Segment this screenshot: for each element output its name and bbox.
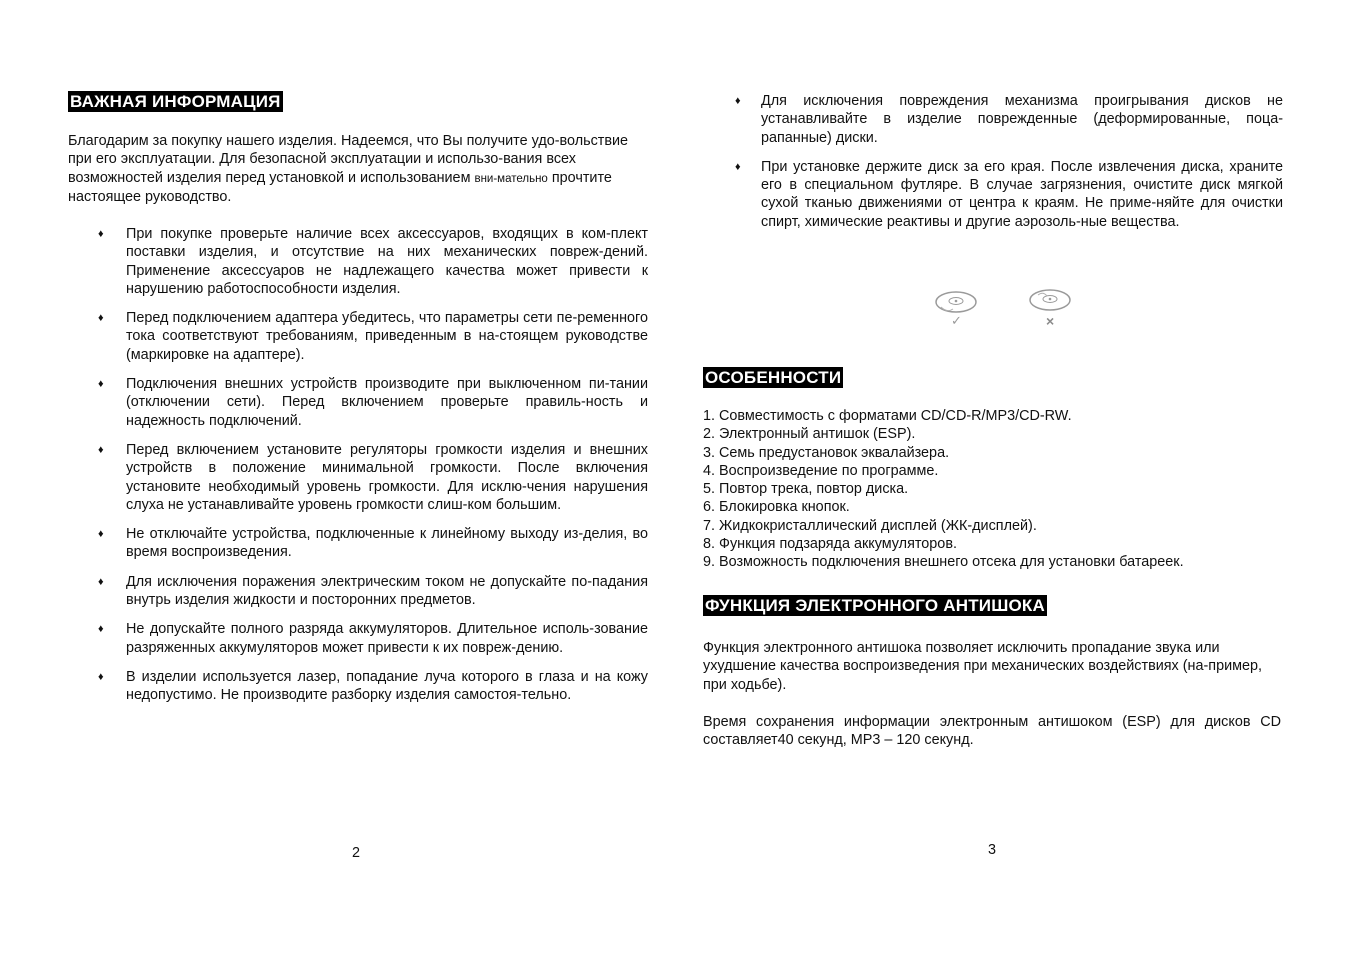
bullet-text: Не допускайте полного разряда аккумуляторов. Длительное исполь-зование разряженных аккумуляторов может привести к их повреж-дению. bbox=[126, 621, 648, 656]
feature-item: 8. Функция подзаряда аккумуляторов. bbox=[703, 536, 957, 553]
esp-paragraph-2: Время сохранения информации электронным антишоком (ESP) для дисков CD составляет40 секунд, MP3 – 120 секунд. bbox=[703, 714, 1281, 749]
diamond-bullet-icon: ♦ bbox=[98, 575, 104, 588]
diamond-bullet-icon: ♦ bbox=[98, 228, 104, 240]
diamond-bullet-icon: ♦ bbox=[98, 378, 104, 391]
features-heading: ОСОБЕННОСТИ bbox=[705, 368, 842, 387]
bullet-item bbox=[68, 309, 648, 364]
esp-paragraph-1: Функция электронного антишока позволяет исключить пропадание звука или ухудшение качества воспроизведения при механических воздействиях (на-пример, при ходьбе). bbox=[703, 640, 1263, 693]
important-info-heading: ВАЖНАЯ ИНФОРМАЦИЯ bbox=[70, 92, 281, 111]
disc-correct-icon bbox=[936, 292, 976, 312]
check-mark-icon: ✓ bbox=[951, 313, 962, 328]
bullet-text: При покупке проверьте наличие всех аксессуаров, входящих в ком-плект поставки изделия, и отсутствие на них механических повреж-дений. Применение аксессуаров не надлежащего качества может привести к нарушению работоспособности изделия. bbox=[126, 226, 648, 297]
bullet-item bbox=[68, 620, 648, 657]
bullet-text: Перед включением установите регуляторы громкости изделия и внешних устройств в положение минимальной громкости. После включения установите необходимый уровень громкости. Для исклю-чения нарушения слуха не устанавливайте уровень громкости слиш-ком большим. bbox=[126, 441, 648, 513]
intro-end-text: прочтите настоящее руководство. bbox=[68, 169, 612, 205]
bullet-text: Перед подключением адаптера убедитесь, что параметры сети пе-ременного тока соответствуют требованиям, приведенным в на-стоящем руководстве (маркировке на адаптере). bbox=[126, 310, 648, 363]
bullet-item bbox=[68, 525, 648, 562]
bullet-item bbox=[68, 225, 648, 298]
diamond-bullet-icon: ♦ bbox=[735, 160, 741, 173]
bullet-item bbox=[703, 92, 1283, 147]
diamond-bullet-icon: ♦ bbox=[735, 95, 741, 107]
feature-item: 6. Блокировка кнопок. bbox=[703, 499, 850, 516]
diamond-bullet-icon: ♦ bbox=[98, 312, 104, 325]
feature-item: 1. Совместимость с форматами CD/CD-R/MP3/CD-RW. bbox=[703, 408, 1072, 424]
bullet-text: В изделии используется лазер, попадание луча которого в глаза и на кожу недопустимо. Не производите разборку изделия самостоя-тельно. bbox=[126, 668, 648, 704]
cross-mark-icon: × bbox=[1046, 313, 1055, 329]
feature-item: 2. Электронный антишок (ESP). bbox=[703, 426, 916, 443]
features-list bbox=[703, 407, 1184, 572]
feature-item: 9. Возможность подключения внешнего отсека для установки батареек. bbox=[703, 554, 1184, 571]
bullet-text: Для исключения повреждения механизма проигрывания дисков не устанавливайте в изделие поврежденные (деформированные, поца-рапанные) диски. bbox=[761, 93, 1283, 146]
feature-item: 3. Семь предустановок эквалайзера. bbox=[703, 444, 950, 461]
bullet-item bbox=[68, 441, 648, 514]
intro-text: Благодарим за покупку нашего изделия. Надеемся, что Вы получите удо-вольствие при его эксплуатации. Для безопасной эксплуатации и использо-вания всех возможностей изделия перед установкой и использованием bbox=[68, 133, 629, 186]
bullet-text: При установке держите диск за его края. После извлечения диска, храните его в специальном футляре. В случае загрязнения, очистите диск мягкой сухой тканью движениями от центра к краям. Не приме-няйте для очистки спирт, химические реактивы и другие аэрозоль-ные вещества. bbox=[761, 158, 1283, 230]
feature-item: 4. Воспроизведение по программе. bbox=[703, 462, 939, 479]
diamond-bullet-icon: ♦ bbox=[98, 670, 104, 683]
feature-item: 7. Жидкокристаллический дисплей (ЖК-дисплей). bbox=[703, 517, 1037, 534]
page-number-left: 2 bbox=[352, 845, 361, 861]
bullet-item bbox=[68, 668, 648, 705]
intro-small-text: вни-мательно bbox=[474, 172, 548, 185]
intro-paragraph bbox=[68, 132, 643, 206]
feature-item: 5. Повтор трека, повтор диска. bbox=[703, 481, 909, 498]
diamond-bullet-icon: ♦ bbox=[98, 443, 104, 456]
disc-incorrect-icon bbox=[1030, 290, 1070, 310]
diamond-bullet-icon: ♦ bbox=[98, 528, 104, 541]
bullet-item bbox=[703, 158, 1283, 231]
disc-handling-illustration bbox=[933, 287, 1083, 333]
bullet-item bbox=[68, 375, 648, 430]
disc-care-bullet-list bbox=[703, 92, 1283, 242]
bullet-text: Не отключайте устройства, подключенные к линейному выходу из-делия, во время воспроизведения. bbox=[126, 526, 648, 561]
esp-heading: ФУНКЦИЯ ЭЛЕКТРОННОГО АНТИШОКА bbox=[705, 596, 1045, 615]
diamond-bullet-icon: ♦ bbox=[98, 623, 104, 636]
safety-bullet-list bbox=[68, 225, 648, 716]
right-page bbox=[703, 0, 1283, 954]
left-page bbox=[68, 0, 648, 954]
bullet-text: Для исключения поражения электрическим током не допускайте по-падания внутрь изделия жидкости и посторонних предметов. bbox=[126, 573, 648, 609]
bullet-text: Подключения внешних устройств производите при выключенном пи-тании (отключении сети). Перед включением проверьте правиль-ность и надежность подключений. bbox=[126, 376, 648, 429]
bullet-item bbox=[68, 573, 648, 610]
page-number-right: 3 bbox=[988, 842, 997, 858]
